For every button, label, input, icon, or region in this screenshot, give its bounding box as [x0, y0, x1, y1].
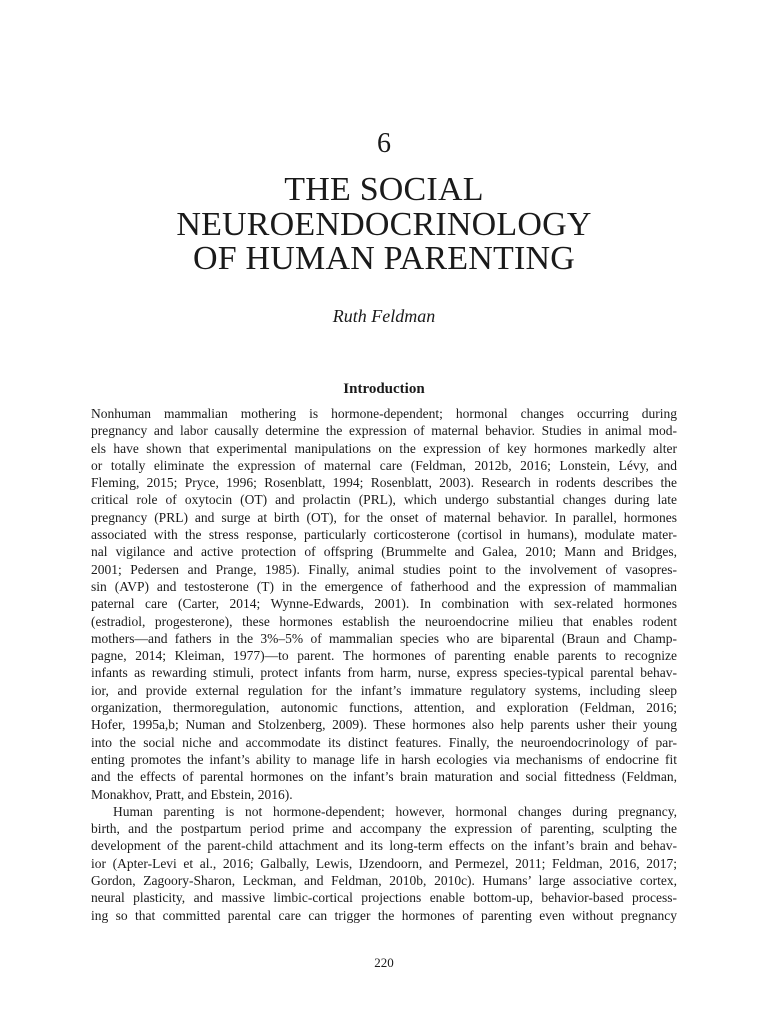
chapter-title	[0, 173, 768, 277]
text-line: ior, and provide external regulation for the infant’s immature regulatory systems, including sleep	[91, 682, 677, 698]
text-line: neural plasticity, and massive limbic-cortical projections enable bottom-up, behavior-based process-	[91, 890, 677, 906]
text-line: or totally eliminate the expression of maternal care (Feldman, 2012b, 2016; Lonstein, Lévy, and	[91, 457, 677, 473]
text-line: Fleming, 2015; Pryce, 1996; Rosenblatt, 1994; Rosenblatt, 2003). Research in rodents describes the	[91, 475, 677, 491]
text-line: development of the parent-child attachment and its long-term effects on the infant’s brain and behav-	[91, 838, 677, 854]
text-line: ing so that committed parental care can trigger the hormones of parenting even without pregnancy	[91, 907, 677, 923]
text-line: organization, thermoregulation, autonomic functions, attention, and exploration (Feldman, 2016;	[91, 700, 677, 716]
text-line: nal vigilance and active protection of offspring (Brummelte and Galea, 2010; Mann and Bridges,	[91, 544, 677, 560]
chapter-title-line: OF HUMAN PARENTING	[192, 240, 576, 277]
paragraph-2	[91, 803, 677, 924]
text-line: Human parenting is not hormone-dependent; however, hormonal changes during pregnancy,	[113, 803, 677, 819]
text-line: and the effects of parental hormones on the infant’s brain maturation and social fittedness (Feldman,	[91, 769, 677, 785]
chapter-number: 6	[377, 128, 391, 159]
text-line: Hofer, 1995a,b; Numan and Stolzenberg, 2009). These hormones also help parents usher their young	[91, 717, 677, 733]
text-line: birth, and the postpartum period prime and accompany the expression of parenting, sculpting the	[91, 821, 677, 837]
author-name: Ruth Feldman	[332, 306, 436, 326]
text-line: pregnancy (PRL) and surge at birth (OT), for the onset of maternal behavior. In parallel, hormones	[91, 509, 677, 525]
text-line: sin (AVP) and testosterone (T) in the emergence of fatherhood and the expression of mammalian	[91, 578, 677, 594]
text-line: pregnancy and labor causally determine the expression of maternal behavior. Studies in animal mod-	[91, 423, 677, 439]
section-heading: Introduction	[343, 381, 425, 397]
text-line: pagne, 2014; Kleiman, 1977)—to parent. The hormones of parenting enable parents to recognize	[91, 648, 677, 664]
text-line: enting promotes the infant’s ability to manage life in harsh ecologies via mechanisms of endocrine fit	[91, 751, 677, 767]
chapter-title-line: THE SOCIAL	[284, 171, 484, 208]
chapter-title-line: NEUROENDOCRINOLOGY	[176, 205, 592, 243]
text-line: Monakhov, Pratt, and Ebstein, 2016).	[91, 786, 293, 802]
body-text	[91, 405, 677, 924]
text-line: associated with the stress response, particularly corticosterone (cortisol in humans), modulate mater-	[91, 527, 677, 543]
text-line: into the social niche and accommodate its distinct features. Finally, the neuroendocrinology of par-	[91, 734, 677, 750]
text-line: critical role of oxytocin (OT) and prolactin (PRL), which undergo substantial changes during late	[91, 492, 677, 508]
text-line: Nonhuman mammalian mothering is hormone-dependent; hormonal changes occurring during	[91, 406, 677, 421]
text-line: mothers—and fathers in the 3%–5% of mammalian species who are biparental (Braun and Champ-	[91, 630, 677, 646]
text-line: paternal care (Carter, 2014; Wynne-Edwards, 2001). In combination with sex-related hormones	[91, 596, 677, 612]
text-line: ior (Apter-Levi et al., 2016; Galbally, Lewis, IJzendoorn, and Permezel, 2011; Feldman, 2016, 2017;	[91, 855, 677, 871]
text-line: Gordon, Zagoory-Sharon, Leckman, and Feldman, 2010b, 2010c). Humans’ large associative cortex,	[91, 873, 677, 889]
text-line: infants as rewarding stimuli, protect infants from harm, nurse, express species-typical parental behav-	[91, 665, 677, 681]
text-line: (estradiol, progesterone), these hormones establish the neuroendocrine milieu that enables rodent	[91, 613, 677, 629]
text-line: 2001; Pedersen and Prange, 1985). Finally, animal studies point to the involvement of vasopres-	[91, 561, 677, 577]
text-line: els have shown that experimental manipulations on the expression of key hormones markedly alter	[91, 440, 677, 456]
page-number: 220	[374, 955, 394, 970]
paragraph-1	[91, 405, 677, 803]
